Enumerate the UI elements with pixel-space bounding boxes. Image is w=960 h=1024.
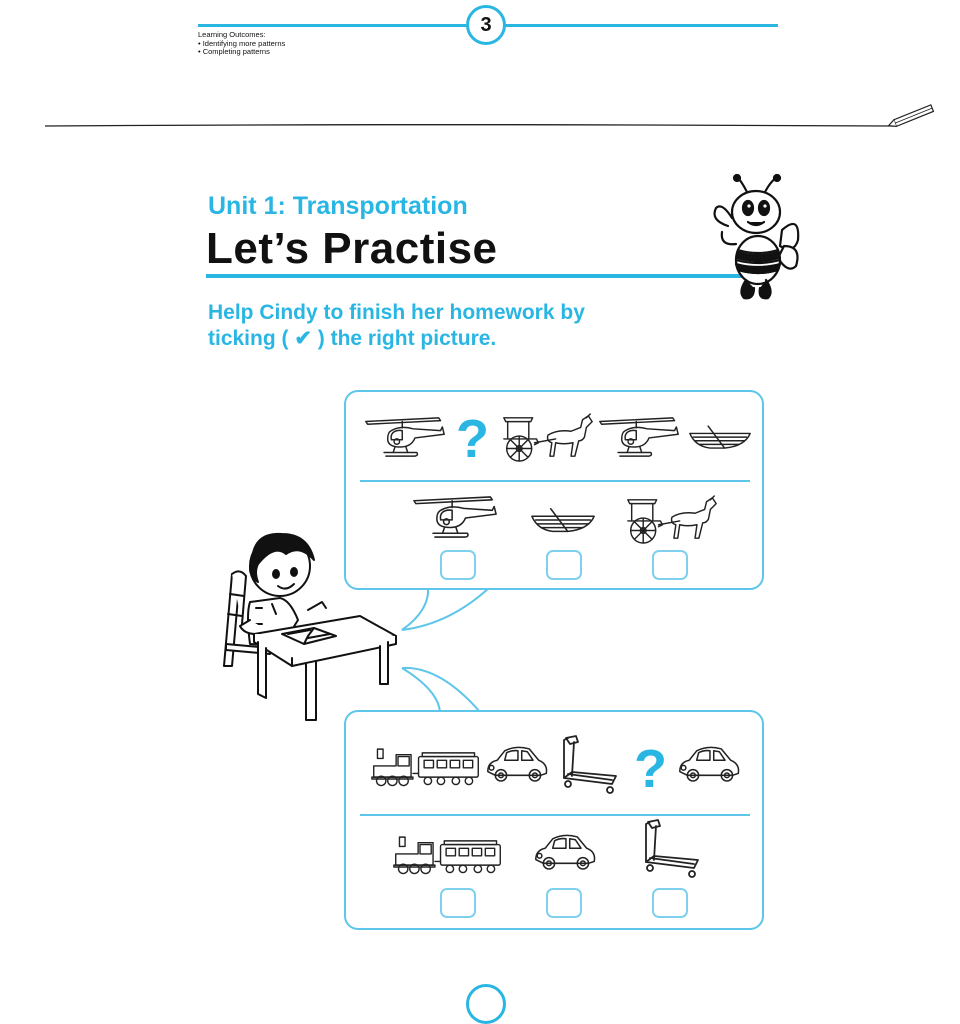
question-mark: ?: [634, 739, 667, 799]
pattern-panel-2: [344, 710, 764, 930]
train-icon: [370, 742, 482, 788]
title-underline: [206, 274, 746, 278]
tick-box-horse-cart[interactable]: [652, 550, 688, 580]
tick-box-boat[interactable]: [546, 550, 582, 580]
unit-label: Unit 1: Transportation: [208, 192, 468, 220]
tick-box-helicopter[interactable]: [440, 550, 476, 580]
car-option-icon: [532, 830, 598, 874]
boat-icon: [688, 422, 752, 454]
outcomes-title: Learning Outcomes:: [198, 30, 266, 39]
instructions: [208, 300, 668, 352]
pattern-panel-1: [344, 390, 764, 590]
panel-divider: [360, 480, 750, 482]
helicopter-option-icon: [412, 492, 498, 542]
train-option-icon: [392, 830, 504, 876]
helicopter-icon: [364, 412, 446, 462]
tick-box-train[interactable]: [440, 888, 476, 918]
horse-cart-icon: [500, 410, 596, 464]
boat-option-icon: [530, 506, 596, 536]
page-title: Let’s Practise: [206, 224, 498, 273]
tick-box-trolley[interactable]: [652, 888, 688, 918]
instruction-line: Help Cindy to finish her homework by: [208, 301, 585, 324]
car-icon: [676, 742, 742, 786]
panel-divider: [360, 814, 750, 816]
helicopter-icon: [598, 412, 680, 462]
trolley-icon: [560, 734, 620, 794]
car-icon: [484, 742, 550, 786]
outcome-item: • Completing patterns: [198, 47, 270, 56]
question-mark: ?: [456, 409, 489, 469]
page-number-badge: 3: [466, 5, 506, 45]
speech-pointers: [400, 580, 510, 730]
trolley-option-icon: [642, 818, 702, 878]
bee-mascot-icon: [708, 174, 804, 306]
instruction-line: ticking ( ✔ ) the right picture.: [208, 327, 497, 350]
learning-outcomes: [198, 31, 285, 57]
pencil-line-icon: [45, 118, 945, 138]
next-page-badge: [466, 984, 506, 1024]
outcome-item: • Identifying more patterns: [198, 38, 286, 48]
horse-cart-option-icon: [624, 492, 720, 546]
tick-box-car[interactable]: [546, 888, 582, 918]
